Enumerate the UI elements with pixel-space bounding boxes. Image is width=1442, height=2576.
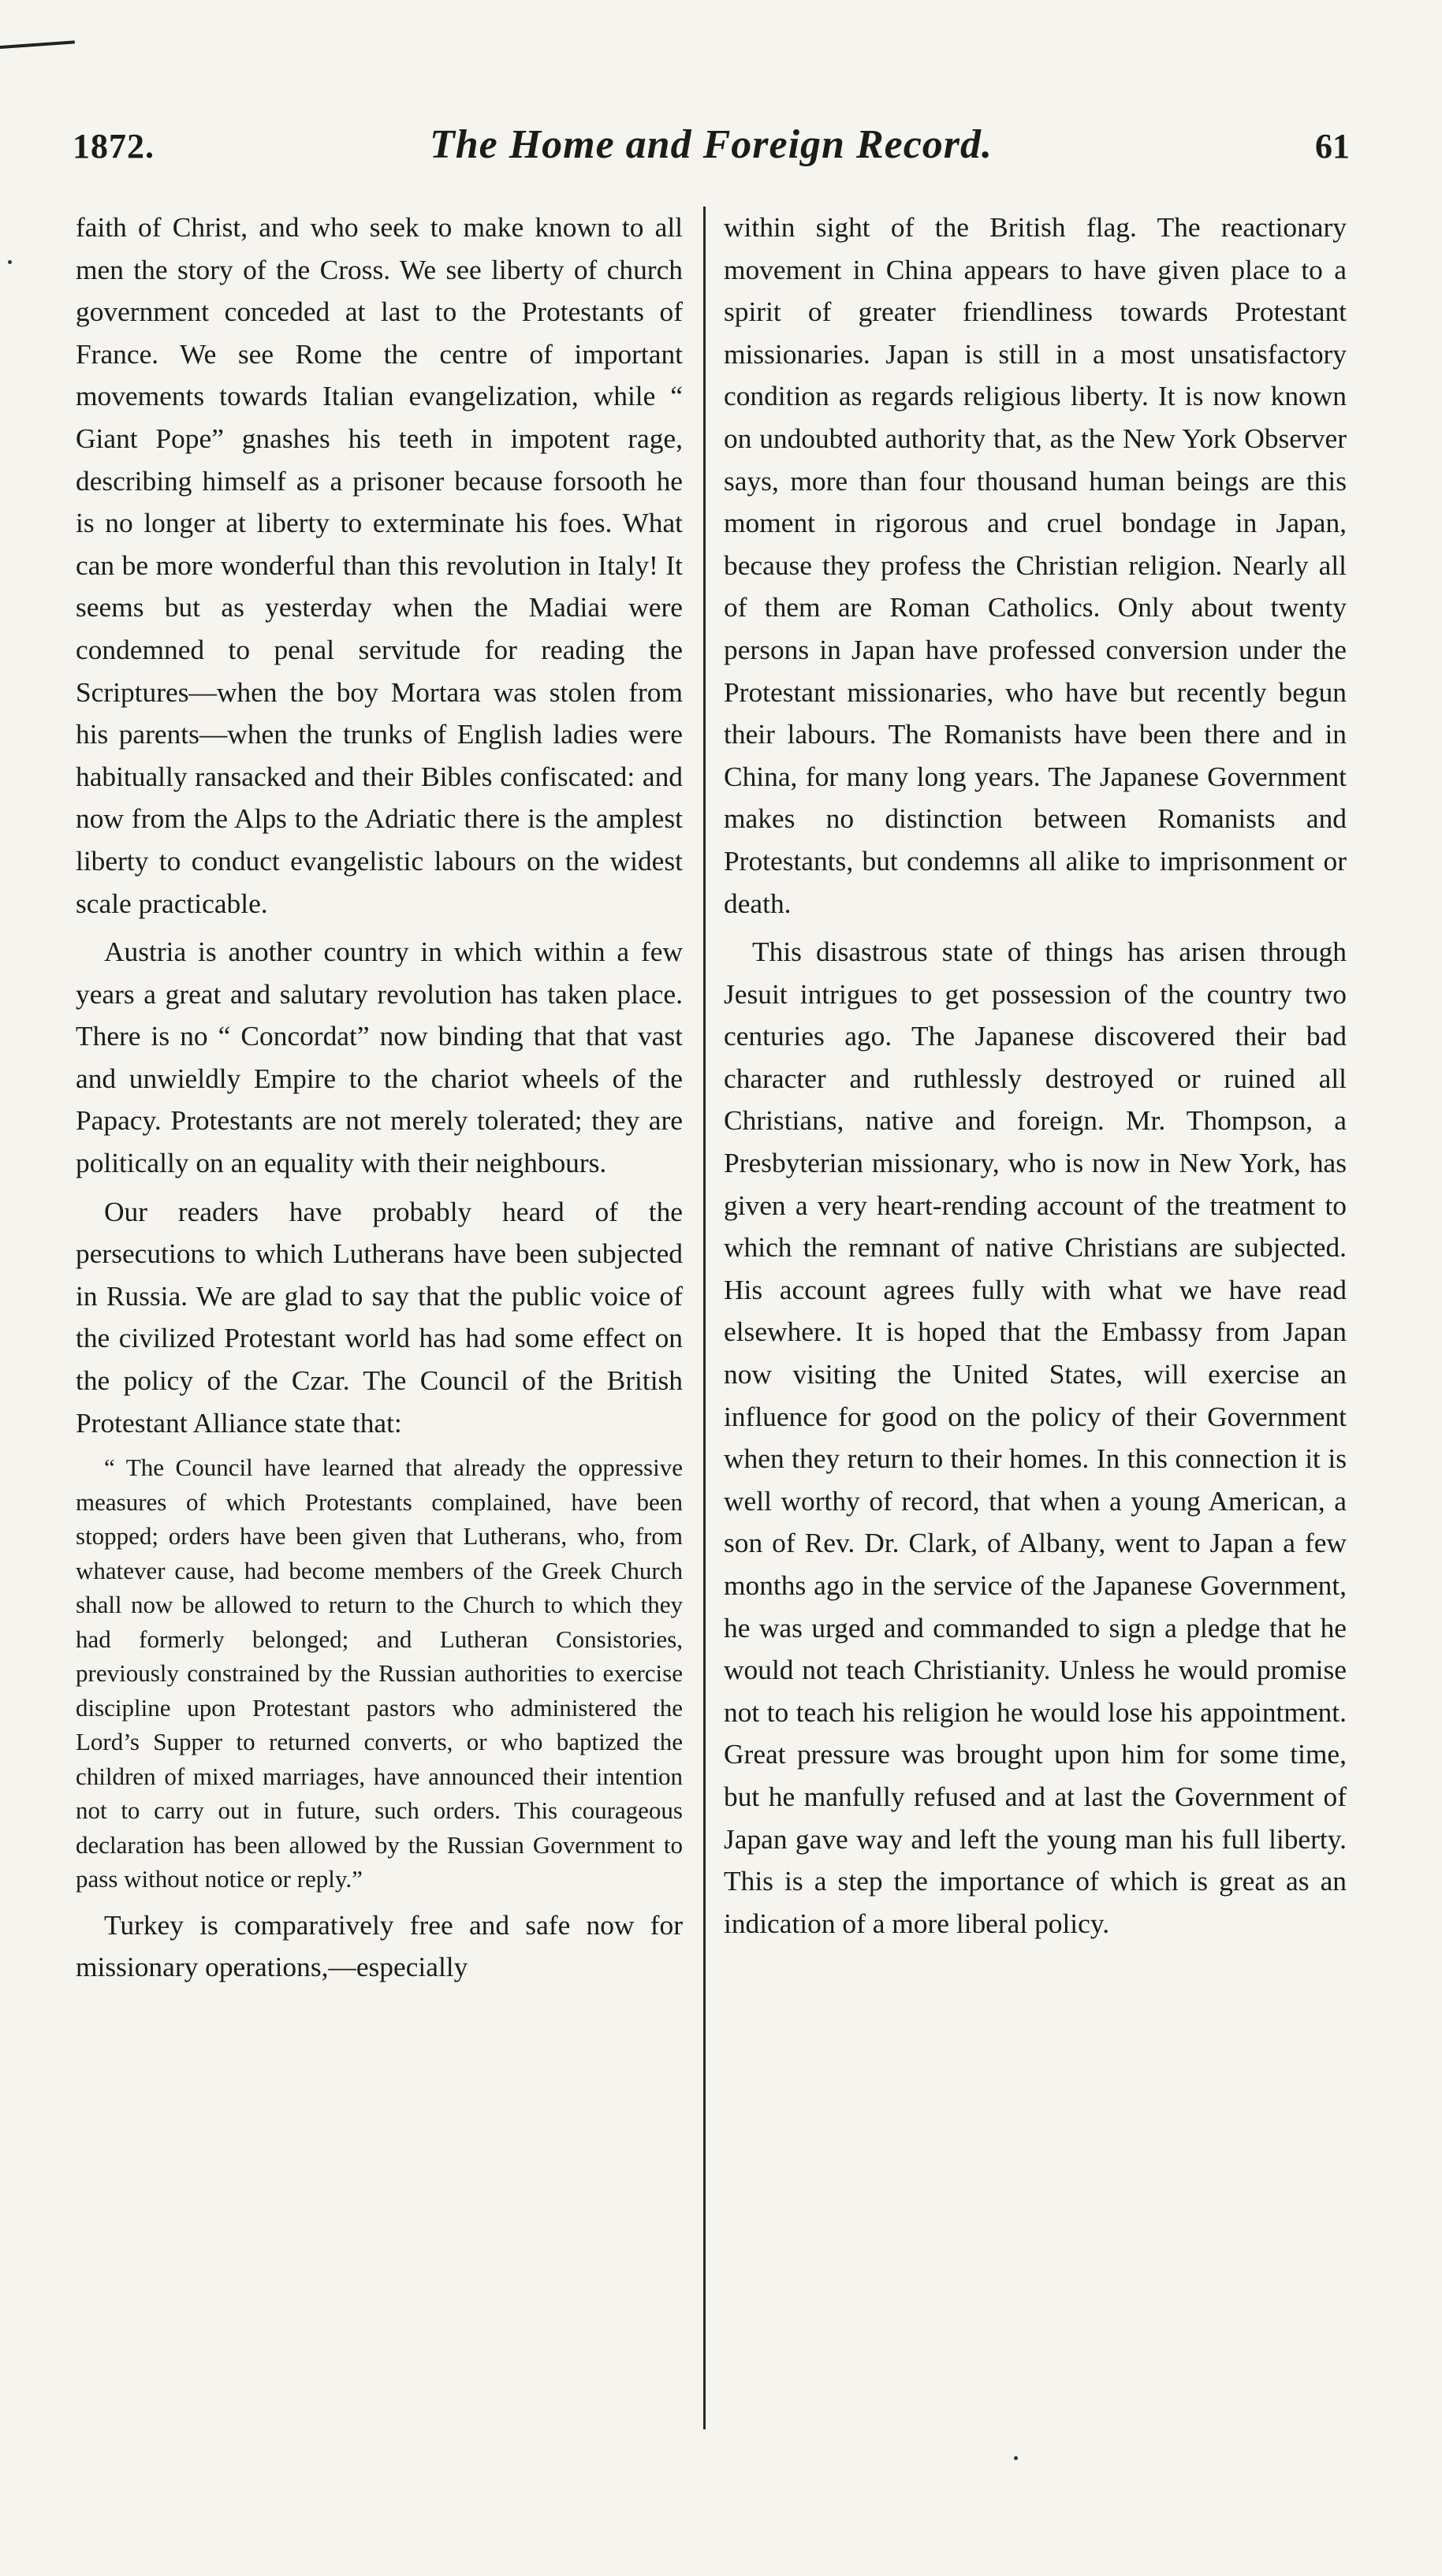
scan-speck [8, 260, 12, 264]
block-quote: “ The Council have learned that already the oppressive measures of which Protestants complained, have been stopped; orders have been given that Lutherans, who, from whatever cause, had become members of the Greek Church shall now be allowed to return to the Church to which they had formerly belonged; and Lutheran Consistories, previously constrained by the Russian authorities to exercise discipline upon Protestant pastors who administered the Lord’s Supper to returned converts, or who baptized the children of mixed marriages, have announced their intention not to carry out in future, such orders. This courageous declaration has been allowed by the Russian Government to pass without notice or reply.” [76, 1454, 683, 1893]
page-number: 61 [1315, 127, 1350, 166]
journal-title: The Home and Foreign Record. [429, 122, 993, 167]
right-column [724, 207, 1347, 1951]
paragraph: Austria is another country in which within a few years a great and salutary revolution has taken place. There is no “ Concordat” now binding that that vast and unwieldly Empire to the chariot wheels of the Papacy. Protestants are not merely tolerated; they are politically on an equality with their neighbours. [76, 936, 683, 1179]
column-divider [703, 207, 706, 2429]
paragraph: This disastrous state of things has arisen through Jesuit intrigues to get possession of the country two centuries ago. The Japanese discovered their bad character and ruthlessly destroyed or ruined all Christians, native and foreign. Mr. Thompson, a Presbyterian missionary, who is now in New York, has given a very heart-rending account of the treatment to which the remnant of native Christians are subjected. His account agrees fully with what we have read elsewhere. It is hoped that the Embassy from Japan now visiting the United States, will exercise an influence for good on the policy of their Government when they return to their homes. In this connection it is well worthy of record, that when a young American, a son of Rev. Dr. Clark, of Albany, went to Japan a few months ago in the service of the Japanese Government, he was urged and commanded to sign a pledge that he would not teach Christianity. Unless he would promise not to teach his religion he would lose his appointment. Great pressure was brought upon him for some time, but he manfully refused and at last the Government of Japan gave way and left the young man his full liberty. This is a step the importance of which is great as an indication of a more liberal policy. [724, 936, 1347, 1939]
scan-speck [1014, 2456, 1018, 2460]
paragraph: within sight of the British flag. The reactionary movement in China appears to have given place to a spirit of greater friendliness towards Protestant missionaries. Japan is still in a most unsatisfactory condition as regards religious liberty. It is now known on undoubted authority that, as the New York Observer says, more than four thousand human beings are this moment in rigorous and cruel bondage in Japan, because they profess the Christian religion. Nearly all of them are Roman Catholics. Only about twenty persons in Japan have professed conversion under the Protestant missionaries, who have but recently begun their labours. The Romanists have been there and in China, for many long years. The Japanese Government makes no distinction between Romanists and Protestants, but condemns all alike to imprisonment or death. [724, 211, 1347, 919]
scan-mark [0, 40, 75, 49]
paragraph: faith of Christ, and who seek to make known to all men the story of the Cross. We see liberty of church government conceded at last to the Protestants of France. We see Rome the centre of important movements towards Italian evangelization, while “ Giant Pope” gnashes his teeth in impotent rage, describing himself as a prisoner because forsooth he is no longer at liberty to exterminate his foes. What can be more wonderful than this revolution in Italy! It seems but as yesterday when the Madiai were condemned to penal servitude for reading the Scriptures—when the boy Mortara was stolen from his parents—when the trunks of English ladies were habitually ransacked and their Bibles confiscated: and now from the Alps to the Adriatic there is the amplest liberty to conduct evangelistic labours on the widest scale practicable. [76, 211, 683, 919]
left-column [76, 207, 683, 1995]
running-header [73, 118, 1350, 181]
paragraph: Our readers have probably heard of the persecutions to which Lutherans have been subjected in Russia. We are glad to say that the public voice of the civilized Protestant world has had some effect on the policy of the Czar. The Council of the British Protestant Alliance state that: [76, 1195, 683, 1439]
header-year: 1872. [73, 127, 155, 166]
paragraph: Turkey is comparatively free and safe now for missionary operations,—especially [76, 1908, 683, 1983]
